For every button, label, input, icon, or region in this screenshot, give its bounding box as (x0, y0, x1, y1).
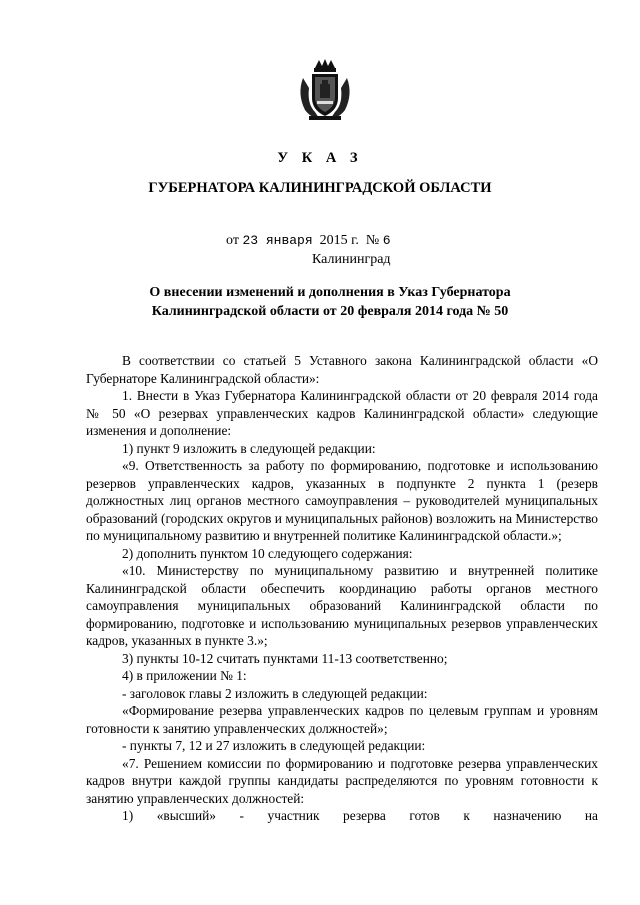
body-paragraph: - пункты 7, 12 и 27 изложить в следующей редакции: (122, 738, 426, 753)
body-paragraph: «Формирование резерва управленческих кадров по целевым группам и уровням готовности к занятию управленческих должностей»; (86, 703, 598, 736)
city: Калининград (312, 252, 391, 267)
body-paragraph: «9. Ответственность за работу по формированию, подготовке и использованию резервов управленческих кадров, указанных в подпункте 2 пункта 1 (резерв должностных лиц органов местного самоуправления – руководителей муниципальных образований (городских округов и муниципальных районов) возложить на Министерство по муниципальному развитию и внутренней политике Калининградской области.»; (86, 458, 598, 543)
date-prefix: от (226, 233, 239, 248)
body-paragraph: - заголовок главы 2 изложить в следующей редакции: (122, 685, 428, 701)
body-paragraph: В соответствии со статьей 5 Уставного закона Калининградской области «О Губернаторе Калининградской области»: (86, 353, 598, 386)
date-value: 23 января (242, 233, 313, 248)
heading-line: Калининградской области от 20 февраля 2014 года № 50 (151, 304, 509, 319)
body-paragraph: «7. Решением комиссии по формированию и подготовке резерва управленческих кадров внутри каждой группы кандидаты распределяются по уровням готовности к занятию управленческих должностей: (86, 755, 598, 806)
coat-of-arms-emblem (295, 58, 355, 122)
body-paragraph: 1) пункт 9 изложить в следующей редакции: (122, 440, 376, 456)
body-paragraph: 1. Внести в Указ Губернатора Калининградской области от 20 февраля 2014 года № 50 «О резервах управленческих кадров Калининградской области» следующие изменения и дополнение: (86, 388, 598, 438)
issuer-title: ГУБЕРНАТОРА КАЛИНИНГРАДСКОЙ ОБЛАСТИ (148, 180, 492, 196)
body-paragraph: 3) пункты 10-12 считать пунктами 11-13 соответственно; (122, 650, 448, 666)
date-year: 2015 г. (319, 233, 359, 248)
document-body (86, 352, 598, 825)
document-title: У К А З (277, 150, 363, 166)
number-sign: № (365, 233, 380, 248)
document-heading (120, 283, 540, 321)
body-paragraph: 2) дополнить пунктом 10 следующего содержания: (122, 545, 413, 561)
body-paragraph: 1) «высший» - участник резерва готов к назначению на (122, 808, 598, 823)
heading-line: О внесении изменений и дополнения в Указ Губернатора (149, 285, 511, 300)
body-paragraph: «10. Министерству по муниципальному развитию и внутренней политике Калининградской области обеспечить координацию работы органов местного самоуправления муниципальных образований Калининградской области по формированию, подготовке и использованию муниципальных резервов управленческих кадров, указанных в пункте 3.»; (86, 563, 598, 648)
date-line (226, 233, 391, 249)
document-number: 6 (382, 233, 391, 248)
body-paragraph: 4) в приложении № 1: (122, 668, 247, 683)
